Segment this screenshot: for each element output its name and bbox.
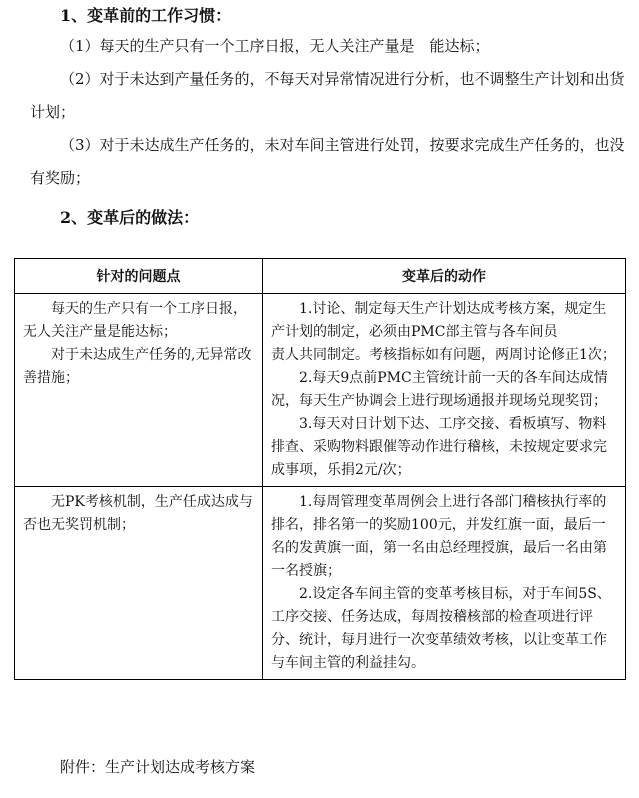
problem-cell [15, 294, 263, 487]
actions-cell [263, 487, 626, 680]
problem-text: 每天的生产只有一个工序日报，无人关注产量是能达标； [23, 301, 247, 340]
action-text: 1.讨论、制定每天生产计划达成考核方案，规定生产计划的制定，必须由PMC部主管与各车间员 [271, 301, 607, 340]
problem-cell [15, 487, 263, 680]
table-row [15, 487, 626, 680]
action-text: 3.每天对日计划下达、工序交接、看板填写、物料排查、采购物料跟催等动作进行稽核，未按规定要求完成事项，乐捐2元/次； [271, 416, 607, 478]
section2-title: 2、变革后的做法： [60, 208, 200, 227]
paragraph-3-text: （3）对于未达成生产任务的，未对车间主管进行处罚，按要求完成生产任务的，也没有奖励； [30, 136, 625, 187]
problem-text: 无PK考核机制，生产任成达成与否也无奖罚机制； [23, 494, 253, 533]
section1-title: 1、变革前的工作习惯： [60, 6, 232, 25]
problem-text: 对于未达成生产任务的,无异常改善措施； [23, 347, 252, 386]
action-text: 2.设定各车间主管的变革考核目标，对于车间5S、工序交接、任务达成，每周按稽核部的检查项进行评分、统计，每月进行一次变革绩效考核，以让变革工作与车间主管的利益挂勾。 [271, 586, 611, 671]
action-text: 责人共同制定。考核指标如有问题，两周讨论修正1次； [271, 347, 616, 363]
table-row [15, 294, 626, 487]
paragraph-3 [30, 129, 630, 195]
paragraph-2-text: （2）对于未达到产量任务的，不每天对异常情况进行分析，也不调整生产计划和出货计划； [30, 70, 625, 121]
paragraph-2 [30, 63, 630, 129]
header-problem: 针对的问题点 [15, 259, 263, 294]
attachment-note: 附件：生产计划达成考核方案 [60, 758, 256, 776]
action-text: 2.每天9点前PMC主管统计前一天的各车间达成情况，每天生产协调会上进行现场通报并现场兑现奖罚； [271, 370, 608, 409]
paragraph-1 [30, 30, 630, 63]
change-table [14, 258, 626, 680]
table-header-row [15, 259, 626, 294]
header-actions: 变革后的动作 [263, 259, 626, 294]
paragraph-1-text: （1）每天的生产只有一个工序日报，无人关注产量是 能达标； [60, 37, 490, 55]
action-text: 1.每周管理变革周例会上进行各部门稽核执行率的排名，排名第一的奖励100元，并发红旗一面，最后一名的发黄旗一面，第一名由总经理授旗，最后一名由第一名授旗； [271, 494, 607, 579]
actions-cell [263, 294, 626, 487]
